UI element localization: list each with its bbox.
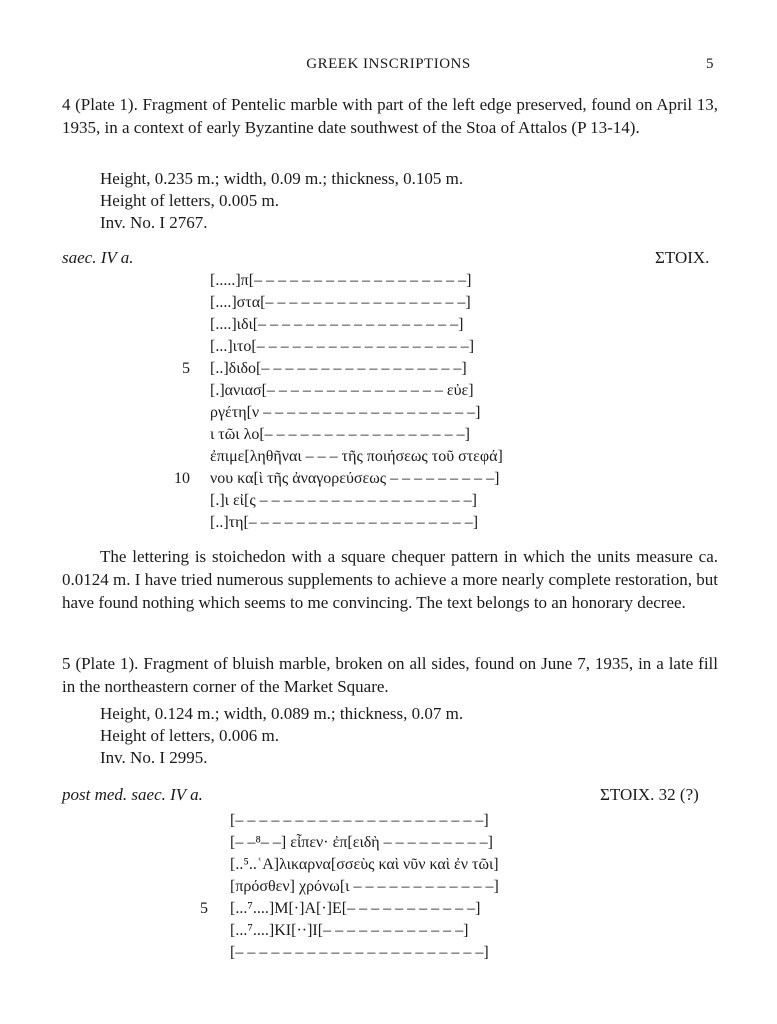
inscription-line: [....]στα[– – – – – – – – – – – – – – – – –] <box>210 294 471 311</box>
inscription-line: [...]ιτο[– – – – – – – – – – – – – – – – – –] <box>210 338 475 355</box>
inscription-line: [– – – – – – – – – – – – – – – – – – – – –] <box>230 944 489 961</box>
inventory-number: Inv. No. I 2767. <box>100 213 208 232</box>
inscription-line: νου κα[ὶ τῆς ἀναγορεύσεως – – – – – – – – –] <box>210 470 500 487</box>
entry-4-intro <box>62 93 718 139</box>
inscription-line: [.]ι εἰ[ς – – – – – – – – – – – – – – – – – –] <box>210 492 477 509</box>
inscription-line: [.....]π[– – – – – – – – – – – – – – – – – –] <box>210 272 472 289</box>
inscription-line: ἐπιμε[ληθῆναι – – – τῆς ποιήσεως τοῦ στεφά] <box>210 448 503 465</box>
letter-height: Height of letters, 0.006 m. <box>100 726 279 745</box>
entry-description: (Plate 1). Fragment of bluish marble, broken on all sides, found on June 7, 1935, in a late fill in the northeastern corner of the Market Square. <box>62 654 719 696</box>
inscription-line: [....]ιδι[– – – – – – – – – – – – – – – – –] <box>210 316 464 333</box>
page-number: 5 <box>706 56 714 72</box>
inscription-line: [..]διδο[– – – – – – – – – – – – – – – – –] <box>210 360 467 377</box>
inventory-number: Inv. No. I 2995. <box>100 748 208 767</box>
entry-4-commentary: The lettering is stoichedon with a square chequer pattern in which the units measure ca. 0.0124 m. I have tried numerous supplements to achieve a more nearly complete restoration, but have found nothing which seems to me convincing. The text belongs to an honorary decree. <box>62 547 718 612</box>
inscription-line: ργέτη[ν – – – – – – – – – – – – – – – – – –] <box>210 404 481 421</box>
entry-4-date: saec. IV a. <box>62 248 134 267</box>
line-number: 5 <box>200 900 208 917</box>
inscription-line: [.]ανιασ[– – – – – – – – – – – – – – – εὐε] <box>210 382 474 399</box>
inscription-line: [πρόσθεν] χρόνω[ι – – – – – – – – – – – –] <box>230 878 499 895</box>
entry-4-measurements <box>100 168 463 234</box>
dimensions: Height, 0.235 m.; width, 0.09 m.; thickness, 0.105 m. <box>100 169 464 188</box>
entry-5-style: ΣΤΟΙΧ. 32 (?) <box>600 785 699 804</box>
running-head: GREEK INSCRIPTIONS <box>306 56 471 72</box>
inscription-line: [...⁷....]Μ[·]Α[·]Ε[– – – – – – – – – – –] <box>230 900 481 917</box>
inscription-line: [..]τη[– – – – – – – – – – – – – – – – – – –] <box>210 514 479 531</box>
entry-number: 4 <box>62 95 71 114</box>
entry-number: 5 <box>62 654 71 673</box>
entry-5-measurements <box>100 703 463 769</box>
inscription-line: [..⁵..ʿΑ]λικαρνα[σσεὺς καὶ νῦν καὶ ἐν τῶι] <box>230 856 499 873</box>
letter-height: Height of letters, 0.005 m. <box>100 191 279 210</box>
line-number: 10 <box>174 470 190 487</box>
inscription-line: [– –⁸– –] εἶπεν· ἐπ[ειδὴ – – – – – – – – –] <box>230 834 493 851</box>
line-number: 5 <box>182 360 190 377</box>
inscription-line: [– – – – – – – – – – – – – – – – – – – – –] <box>230 812 489 829</box>
entry-5-date: post med. saec. IV a. <box>62 785 203 804</box>
dimensions: Height, 0.124 m.; width, 0.089 m.; thickness, 0.07 m. <box>100 704 464 723</box>
entry-5-intro <box>62 652 718 698</box>
entry-4-style: ΣΤΟΙΧ. <box>655 248 710 267</box>
inscription-line: ι τῶι λο[– – – – – – – – – – – – – – – – –] <box>210 426 470 443</box>
inscription-line: [...⁷....]ΚΙ[··]Ι[– – – – – – – – – – – –] <box>230 922 469 939</box>
entry-description: (Plate 1). Fragment of Pentelic marble with part of the left edge preserved, found on April 13, 1935, in a context of early Byzantine date southwest of the Stoa of Attalos (P 13-14). <box>62 95 718 137</box>
